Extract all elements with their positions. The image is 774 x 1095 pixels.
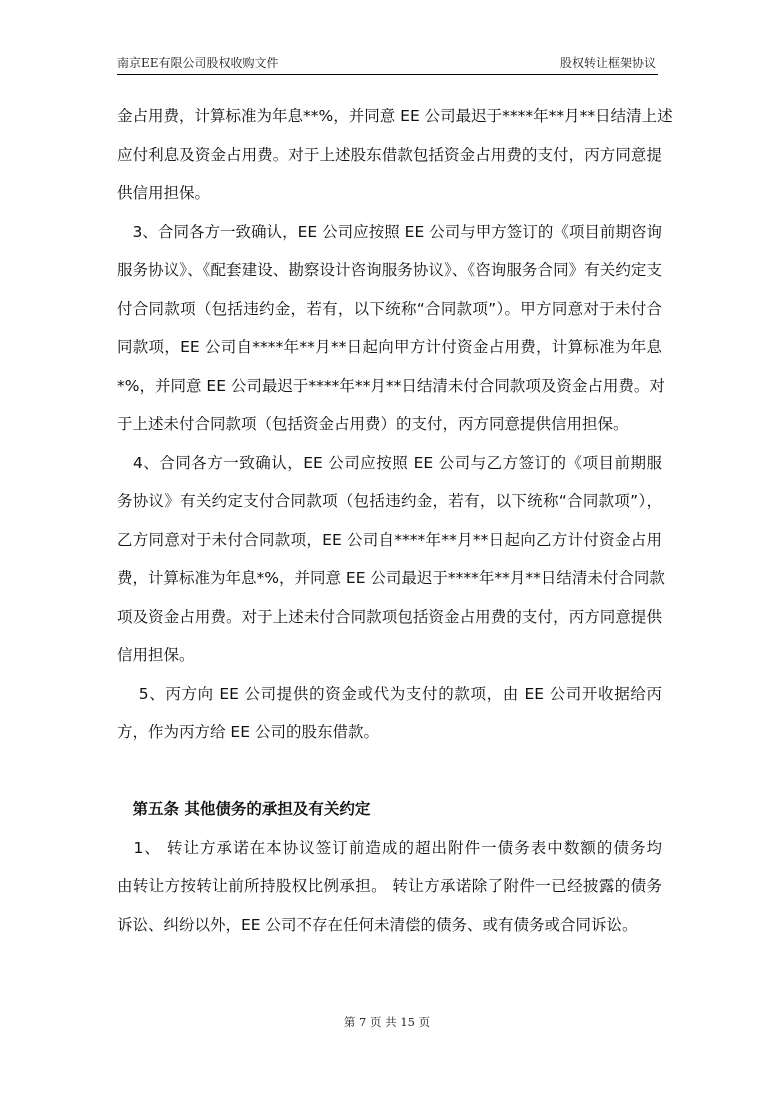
- clause-3-line: 3、合同各方一致确认，EE 公司应按照 EE 公司与甲方签订的《项目前期咨询: [117, 222, 662, 241]
- clause-4-line: 务协议》有关约定支付合同款项（包括违约金，若有，以下统称“合同款项”），: [117, 492, 662, 510]
- page-number: 第 7 页 共 15 页: [343, 1015, 431, 1029]
- body-line: 应付利息及资金占用费。对于上述股东借款包括资金占用费的支付，丙方同意提: [117, 145, 662, 164]
- section-5-line: 诉讼、纠纷以外，EE 公司不存在任何未清偿的债务、或有债务或合同诉讼。: [117, 915, 638, 934]
- clause-3-line: 服务协议》、《配套建设、勘察设计咨询服务协议》、《咨询服务合同》有关约定支: [117, 261, 662, 279]
- document-body: [117, 97, 673, 944]
- header-document-title: 股权转让框架协议: [559, 56, 656, 70]
- clause-5-line: 5、丙方向 EE 公司提供的资金或代为支付的款项，由 EE 公司开收据给丙: [117, 684, 662, 703]
- clause-3-line: 同款项，EE 公司自****年**月**日起向甲方计付资金占用费，计算标准为年息: [117, 338, 662, 356]
- section-5-line: 由转让方按转让前所持股权比例承担。 转让方承诺除了附件一已经披露的债务: [117, 877, 662, 895]
- clause-4-line: 4、合同各方一致确认，EE 公司应按照 EE 公司与乙方签订的《项目前期服: [117, 453, 662, 472]
- body-line: 供信用担保。: [117, 184, 211, 202]
- clause-4-line: 费，计算标准为年息*%，并同意 EE 公司最迟于****年**月**日结清未付合同款: [117, 569, 665, 587]
- clause-4-line: 项及资金占用费。对于上述未付合同款项包括资金占用费的支付，丙方同意提供: [117, 607, 662, 626]
- blank-line: [117, 752, 662, 791]
- section-5-line: 1、 转让方承诺在本协议签订前造成的超出附件一债务表中数额的债务均: [117, 838, 662, 857]
- clause-4-line: 乙方同意对于未付合同款项，EE 公司自****年**月**日起向乙方计付资金占用: [117, 530, 662, 549]
- clause-5-line: 方，作为丙方给 EE 公司的股东借款。: [117, 723, 379, 741]
- body-line: 金占用费，计算标准为年息**%，并同意 EE 公司最迟于****年**月**日结清上述: [117, 107, 673, 125]
- clause-3-line: 付合同款项（包括违约金，若有，以下统称“合同款项”）。甲方同意对于未付合: [117, 299, 662, 318]
- clause-3-line: 于上述未付合同款项（包括资金占用费）的支付，丙方同意提供信用担保。: [117, 415, 629, 433]
- page-header: [117, 52, 658, 75]
- section-heading: 第五条 其他债务的承担及有关约定: [117, 800, 371, 818]
- header-company-title: 南京EE有限公司股权收购文件: [117, 56, 279, 70]
- clause-4-line: 信用担保。: [117, 646, 195, 664]
- clause-3-line: *%，并同意 EE 公司最迟于****年**月**日结清未付合同款项及资金占用费。对: [117, 376, 665, 395]
